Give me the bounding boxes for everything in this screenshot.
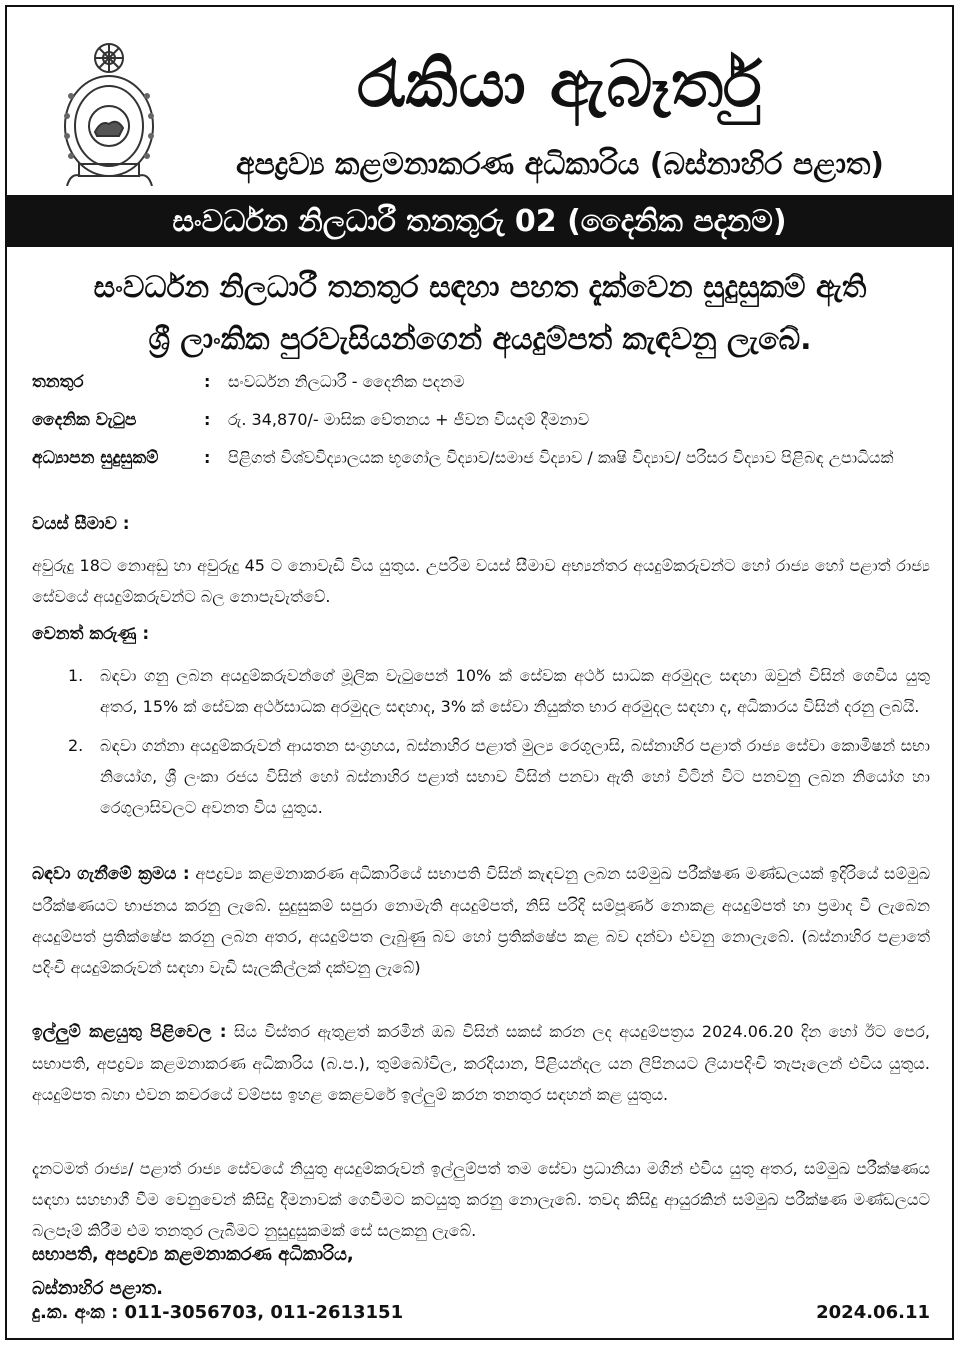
info-value: රු. 34,870/- මාසික වේතනය + ජීවන වියදම් දීමනාව [228, 410, 590, 429]
info-table [32, 369, 937, 483]
info-label: දෛනික වැටුප [32, 410, 137, 430]
vacancy-banner: සංවර්ධන නිලධාරී තනතුරු 02 (දෛනික පදනම) [7, 195, 952, 247]
info-colon: : [204, 448, 211, 467]
age-text: අවුරුදු 18ට නොඅඩු හා අවුරුදු 45 ට නොවැඩි විය යුතුය. උපරිම වයස් සීමාව අභ්‍යන්තර අයදුම්කරුවන්ට හෝ රාජ්‍ය හෝ පළාත් රාජ්‍ය සේවයේ අයදුම්කරුවන්ට බල නොපැවැත්වේ. [32, 556, 930, 606]
headline [20, 262, 940, 366]
headline-line-2: ශ්‍රී ලාංකික පුරවැසියන්ගෙන් අයදුම්පත් කැඳවනු ලැබේ. [148, 322, 812, 357]
age-heading: වයස් සීමාව : [32, 514, 130, 534]
submission-heading: ඉල්ලුම් කළයුතු පිළිවෙල : [32, 1022, 227, 1042]
info-label: අධ්‍යාපන සුදුසුකම් [32, 448, 159, 468]
signature-line-2: බස්නාහිර පළාත. [32, 1278, 163, 1299]
submission-text: සිය විස්තර ඇතුළත් කරමින් ඔබ විසින් සකස් කරන ලද අයදුම්පත්‍රය 2024.06.20 දින හෝ ඊට පෙර, සභාපති, අපද්‍රව්‍ය කළමනාකරණ අධිකාරිය (බ.ප.), තුම්බෝවිල, කරදියාන, පිළියන්දල යන ලිපිනයට ලියාපදිංචි තැපෑලෙන් එවිය යුතුය. අයදුම්පත බහා එවන කවරයේ වම්පස ඉහළ කෙළවරේ ඉල්ලුම් කරන තනතුර සඳහන් කළ යුතුය. [32, 1022, 930, 1104]
info-colon: : [204, 372, 211, 391]
info-row-salary [32, 407, 937, 433]
selection-section [32, 858, 930, 983]
notice-date: 2024.06.11 [816, 1302, 930, 1323]
list-item [68, 660, 930, 722]
other-heading: වෙනත් කරුණු : [32, 624, 150, 644]
page-title: රැකියා ඇබෑර්තු [357, 48, 763, 122]
phone-numbers: දු.ක. අංක : 011-3056703, 011-2613151 [32, 1302, 404, 1323]
list-number: 2. [68, 736, 84, 755]
other-list [68, 660, 930, 831]
list-text: බඳවා ගන්නා අයදුම්කරුවන් ආයතන සංග්‍රහය, බස්නාහිර පළාත් මුල්‍ය රෙගුලාසි, බස්නාහිර පළාත් රාජ්‍ය සේවා කොමිෂන් සභා නියෝග, ශ්‍රී ලංකා රජය විසින් හෝ බස්නාහිර පළාත් සභාව විසින් පනවා ඇති හෝ විටින් විට පනවනු ලබන නියෝග හා රෙගුලාසිවලට අවනත විය යුතුය. [100, 736, 930, 817]
closing-text: දැනටමත් රාජ්‍ය/ පළාත් රාජ්‍ය සේවයේ නියුතු අයදුම්කරුවන් ඉල්ලුම්පත් තම සේවා ප්‍රධානියා මගින් එවිය යුතු අතර, සම්මුඛ පරීක්ෂණය සඳහා සහභාගී වීම වෙනුවෙන් කිසිදු දීමනාවක් ගෙවීමට කටයුතු කරනු නොලැබේ. තවද කිසිදු ආයුරකින් සම්මුඛ පරීක්ෂණ මණ්ඩලයට බලපෑම් කිරීම එම තනතුර ලැබීමට නුසුදුසුකමක් සේ සලකනු ලැබේ. [32, 1159, 930, 1240]
selection-text: අපද්‍රව්‍ය කළමනාකරණ අධිකාරියේ සභාපති විසින් කැඳවනු ලබන සම්මුඛ පරීක්ෂණ මණ්ඩලයක් ඉදිරියේ සම්මුඛ පරීක්ෂණයට භාජනය කරනු ලැබේ. සුදුසුකම් සපුරා නොමැති අයදුම්පත්, නිසි පරිදි සම්පූර්ණ නොකළ අයදුම්පත් හා ප්‍රමාද වී ලැබෙන අයදුම්පත් ප්‍රතික්ෂේප කරනු ලබන අතර, අයදුම්පත ලැබුණු බව හෝ ප්‍රතික්ෂේප කළ බව දන්වා එවනු නොලැබේ. (බස්නාහිර පළාතේ පදිංචි අයදුම්කරුවන් සඳහා වැඩි සැලකිල්ලක් දක්වනු ලැබේ) [32, 864, 931, 977]
info-row-qualifications [32, 445, 937, 471]
sri-lanka-emblem-icon [57, 36, 162, 186]
footer [32, 1302, 930, 1323]
headline-line-1: සංවර්ධන නිලධාරී තනතුර සඳහා පහත දැක්වෙන සුදුසුකම් ඇති [93, 270, 867, 305]
list-number: 1. [68, 666, 84, 685]
info-value: පිළිගත් විශ්වවිද්‍යාලයක භූගෝල විද්‍යාව/සමාජ විද්‍යාව / කෘෂි විද්‍යාව/ පරිසර විද්‍යාව පිළිබඳ උපාධියක් [228, 448, 894, 467]
signature-block [32, 1238, 354, 1306]
page-subtitle: අපද්‍රව්‍ය කළමනාකරණ අධිකාරිය (බස්නාහිර පළාත) [235, 147, 885, 182]
list-item [68, 730, 930, 823]
signature-line-1: සභාපති, අපද්‍රව්‍ය කළමනාකරණ අධිකාරිය, [32, 1244, 354, 1265]
selection-heading: බඳවා ගැනීමේ ක්‍රමය : [32, 864, 190, 884]
info-label: තනතුර [32, 372, 84, 392]
submission-section [32, 1016, 930, 1110]
info-colon: : [204, 410, 211, 429]
info-row-post [32, 369, 937, 395]
info-value: සංවර්ධන නිලධාරී - දෛනික පදනම [228, 372, 465, 391]
list-text: බඳවා ගනු ලබන අයදුම්කරුවන්ගේ මූලික වැටුපෙන් 10% ක් සේවක අර්ථ සාධක අරමුදල සඳහා ඔවුන් විසින් ගෙවිය යුතු අතර, 15% ක් සේවක අර්ථසාධක අරමුදල සඳහාද, 3% ක් සේවා නියුක්ත භාර අරමුදල සඳහා ද, අධිකාරය විසින් දරනු ලබයි. [100, 666, 930, 716]
